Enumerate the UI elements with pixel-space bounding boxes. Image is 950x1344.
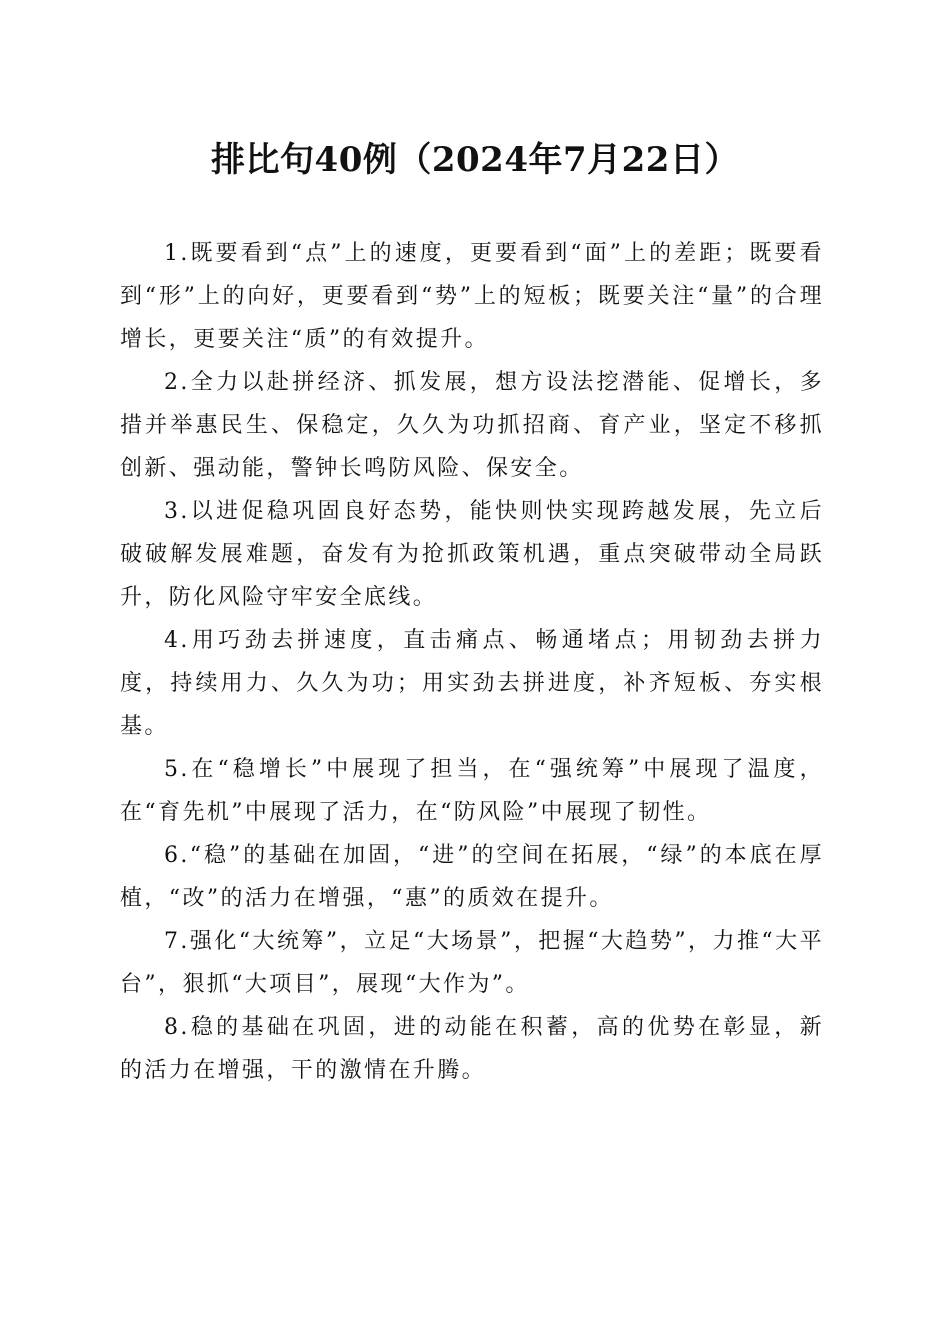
paragraph-8: 8.稳的基础在巩固，进的动能在积蓄，高的优势在彰显，新的活力在增强，干的激情在升腾。 — [120, 1015, 824, 1083]
paragraph-2: 2.全力以赴拼经济、抓发展，想方设法挖潜能、促增长，多措并举惠民生、保稳定，久久为功抓招商、育产业，坚定不移抓创新、强动能，警钟长鸣防风险、保安全。 — [120, 370, 824, 481]
paragraph-7: 7.强化“大统筹”，立足“大场景”，把握“大趋势”，力推“大平台”，狠抓“大项目”，展现“大作为”。 — [120, 929, 824, 997]
document-body — [120, 232, 824, 1092]
paragraph-4: 4.用巧劲去拼速度，直击痛点、畅通堵点；用韧劲去拼力度，持续用力、久久为功；用实劲去拼进度，补齐短板、夯实根基。 — [120, 628, 824, 739]
document-title: 排比句40例（2024年7月22日） — [211, 140, 739, 180]
paragraph-1: 1.既要看到“点”上的速度，更要看到“面”上的差距；既要看到“形”上的向好，更要看到“势”上的短板；既要关注“量”的合理增长，更要关注“质”的有效提升。 — [120, 241, 824, 352]
paragraph-6: 6.“稳”的基础在加固，“进”的空间在拓展，“绿”的本底在厚植，“改”的活力在增强，“惠”的质效在提升。 — [120, 843, 824, 911]
paragraph-3: 3.以进促稳巩固良好态势，能快则快实现跨越发展，先立后破破解发展难题，奋发有为抢抓政策机遇，重点突破带动全局跃升，防化风险守牢安全底线。 — [120, 499, 824, 610]
paragraph-5: 5.在“稳增长”中展现了担当，在“强统筹”中展现了温度，在“育先机”中展现了活力，在“防风险”中展现了韧性。 — [120, 757, 824, 825]
